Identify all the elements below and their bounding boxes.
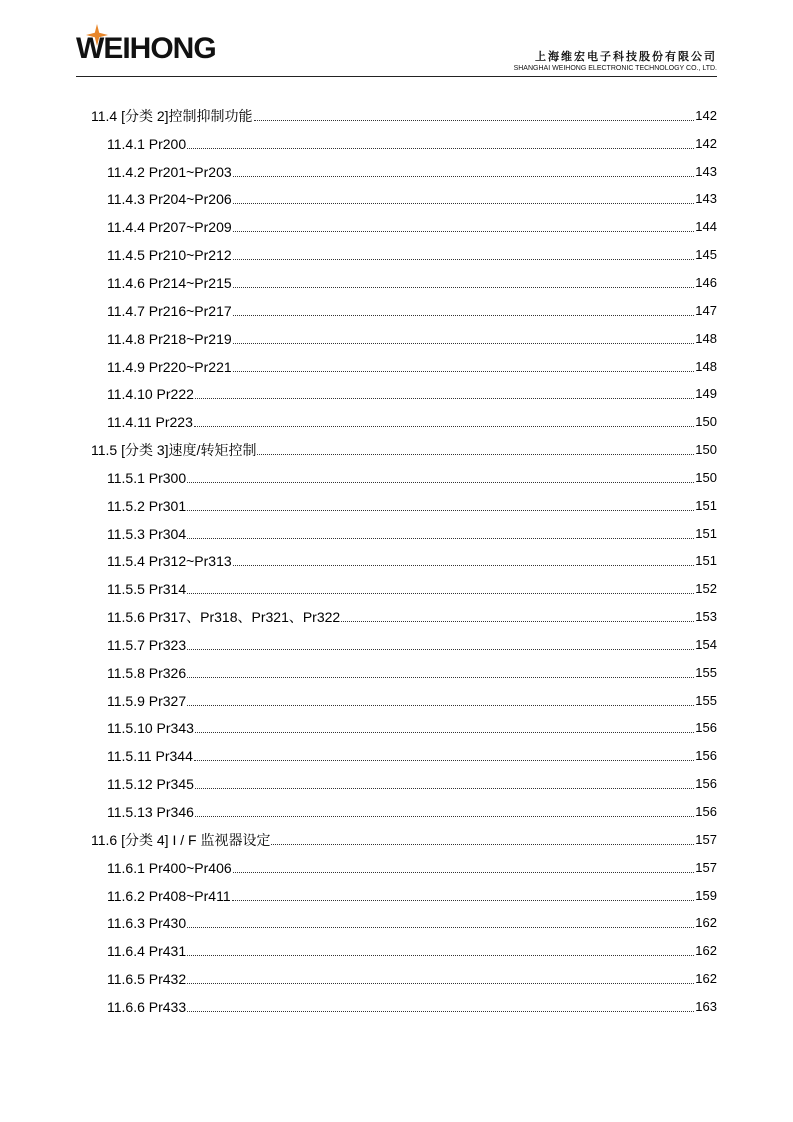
toc-page-number: 162	[695, 943, 717, 959]
toc-page-number: 156	[695, 776, 717, 792]
toc-dot-leader	[341, 609, 694, 625]
toc-subsection-entry[interactable]	[91, 353, 717, 381]
toc-subsection-entry[interactable]	[91, 213, 717, 241]
toc-entry-title: 11.6.4 Pr431	[107, 943, 187, 960]
toc-entry-title: 11.5.8 Pr326	[107, 664, 187, 681]
toc-entry-title: 11.4.10 Pr222	[107, 386, 194, 403]
toc-page-number: 152	[695, 581, 717, 597]
toc-page-number: 143	[695, 163, 717, 179]
toc-section-entry[interactable]	[91, 826, 717, 854]
toc-entry-title: 11.6.1 Pr400~Pr406	[107, 859, 232, 876]
toc-dot-leader	[187, 526, 694, 542]
toc-page-number: 156	[695, 804, 717, 820]
toc-entry-title: 11.4.9 Pr220~Pr221	[107, 358, 232, 375]
toc-subsection-entry[interactable]	[91, 742, 717, 770]
toc-page-number: 150	[695, 469, 717, 485]
toc-dot-leader	[187, 498, 694, 514]
toc-subsection-entry[interactable]	[91, 631, 717, 659]
toc-subsection-entry[interactable]	[91, 380, 717, 408]
toc-page-number: 151	[695, 525, 717, 541]
toc-page-number: 153	[695, 609, 717, 625]
toc-entry-title: 11.5 [分类 3]速度/转矩控制	[91, 442, 257, 459]
toc-subsection-entry[interactable]	[91, 186, 717, 214]
toc-entry-title: 11.5.1 Pr300	[107, 469, 187, 486]
toc-dot-leader	[187, 581, 694, 597]
toc-page-number: 150	[695, 414, 717, 430]
toc-page-number: 146	[695, 274, 717, 290]
toc-subsection-entry[interactable]	[91, 715, 717, 743]
toc-entry-title: 11.5.9 Pr327	[107, 692, 187, 709]
toc-dot-leader	[233, 331, 695, 347]
toc-subsection-entry[interactable]	[91, 269, 717, 297]
toc-entry-title: 11.5.13 Pr346	[107, 804, 194, 821]
toc-page-number: 163	[695, 998, 717, 1014]
toc-entry-title: 11.4 [分类 2]控制抑制功能	[91, 107, 253, 124]
toc-entry-title: 11.6.5 Pr432	[107, 971, 187, 988]
table-of-contents	[91, 102, 717, 1021]
toc-page-number: 144	[695, 219, 717, 235]
toc-page-number: 151	[695, 497, 717, 513]
toc-subsection-entry[interactable]	[91, 297, 717, 325]
toc-subsection-entry[interactable]	[91, 909, 717, 937]
toc-subsection-entry[interactable]	[91, 854, 717, 882]
toc-entry-title: 11.5.2 Pr301	[107, 497, 187, 514]
toc-dot-leader	[187, 915, 694, 931]
toc-page-number: 150	[695, 442, 717, 458]
toc-entry-title: 11.5.5 Pr314	[107, 581, 187, 598]
toc-subsection-entry[interactable]	[91, 492, 717, 520]
toc-page-number: 156	[695, 720, 717, 736]
toc-page-number: 155	[695, 664, 717, 680]
toc-dot-leader	[233, 219, 695, 235]
toc-dot-leader	[232, 888, 695, 904]
toc-page-number: 157	[695, 859, 717, 875]
toc-subsection-entry[interactable]	[91, 520, 717, 548]
company-name-en: SHANGHAI WEIHONG ELECTRONIC TECHNOLOGY CO., LTD.	[513, 65, 717, 72]
toc-entry-title: 11.5.4 Pr312~Pr313	[107, 553, 232, 570]
toc-page-number: 154	[695, 636, 717, 652]
toc-entry-title: 11.6.3 Pr430	[107, 915, 187, 932]
toc-entry-title: 11.4.1 Pr200	[107, 135, 187, 152]
toc-subsection-entry[interactable]	[91, 687, 717, 715]
toc-subsection-entry[interactable]	[91, 130, 717, 158]
toc-entry-title: 11.6 [分类 4] I / F 监视器设定	[91, 831, 271, 848]
toc-dot-leader	[233, 553, 695, 569]
toc-dot-leader	[257, 442, 694, 458]
toc-dot-leader	[195, 386, 694, 402]
toc-subsection-entry[interactable]	[91, 965, 717, 993]
toc-subsection-entry[interactable]	[91, 158, 717, 186]
toc-entry-title: 11.5.11 Pr344	[107, 748, 193, 765]
toc-subsection-entry[interactable]	[91, 770, 717, 798]
toc-entry-title: 11.4.11 Pr223	[107, 414, 193, 431]
toc-entry-title: 11.5.10 Pr343	[107, 720, 194, 737]
toc-dot-leader	[254, 108, 695, 124]
toc-page-number: 162	[695, 915, 717, 931]
toc-page-number: 145	[695, 247, 717, 263]
toc-dot-leader	[187, 999, 694, 1015]
logo-text: WEIHONG	[76, 32, 216, 65]
toc-entry-title: 11.4.7 Pr216~Pr217	[107, 302, 232, 319]
toc-entry-title: 11.6.6 Pr433	[107, 998, 187, 1015]
toc-subsection-entry[interactable]	[91, 464, 717, 492]
toc-dot-leader	[195, 776, 694, 792]
toc-page-number: 162	[695, 971, 717, 987]
toc-page-number: 142	[695, 135, 717, 151]
toc-dot-leader	[233, 860, 695, 876]
toc-subsection-entry[interactable]	[91, 241, 717, 269]
toc-subsection-entry[interactable]	[91, 659, 717, 687]
toc-subsection-entry[interactable]	[91, 325, 717, 353]
toc-page-number: 159	[695, 887, 717, 903]
toc-dot-leader	[187, 470, 694, 486]
toc-dot-leader	[194, 414, 694, 430]
toc-dot-leader	[187, 136, 694, 152]
toc-entry-title: 11.5.7 Pr323	[107, 636, 187, 653]
toc-dot-leader	[233, 359, 695, 375]
toc-entry-title: 11.5.3 Pr304	[107, 525, 187, 542]
toc-entry-title: 11.5.12 Pr345	[107, 776, 194, 793]
toc-dot-leader	[233, 275, 695, 291]
toc-entry-title: 11.4.6 Pr214~Pr215	[107, 274, 232, 291]
toc-subsection-entry[interactable]	[91, 408, 717, 436]
toc-section-entry[interactable]	[91, 436, 717, 464]
toc-dot-leader	[187, 637, 694, 653]
toc-section-entry[interactable]	[91, 102, 717, 130]
toc-page-number: 148	[695, 330, 717, 346]
toc-subsection-entry[interactable]	[91, 798, 717, 826]
toc-entry-title: 11.5.6 Pr317、Pr318、Pr321、Pr322	[107, 609, 341, 626]
toc-dot-leader	[187, 971, 694, 987]
toc-dot-leader	[195, 720, 694, 736]
toc-entry-title: 11.6.2 Pr408~Pr411	[107, 887, 231, 904]
toc-dot-leader	[233, 247, 695, 263]
toc-dot-leader	[271, 832, 694, 848]
toc-dot-leader	[233, 191, 695, 207]
toc-page-number: 143	[695, 191, 717, 207]
toc-entry-title: 11.4.4 Pr207~Pr209	[107, 219, 232, 236]
toc-entry-title: 11.4.8 Pr218~Pr219	[107, 330, 232, 347]
header-divider	[76, 76, 717, 77]
toc-dot-leader	[233, 303, 695, 319]
toc-page-number: 157	[695, 831, 717, 847]
toc-entry-title: 11.4.5 Pr210~Pr212	[107, 247, 232, 264]
page-header	[0, 0, 793, 80]
toc-subsection-entry[interactable]	[91, 993, 717, 1021]
weihong-logo	[76, 26, 246, 70]
toc-dot-leader	[187, 943, 694, 959]
toc-subsection-entry[interactable]	[91, 882, 717, 910]
toc-page-number: 148	[695, 358, 717, 374]
toc-subsection-entry[interactable]	[91, 548, 717, 576]
toc-page-number: 149	[695, 386, 717, 402]
company-name-cn: 上海维宏电子科技股份有限公司	[535, 50, 717, 63]
toc-page-number: 147	[695, 302, 717, 318]
toc-entry-title: 11.4.2 Pr201~Pr203	[107, 163, 232, 180]
toc-dot-leader	[195, 804, 694, 820]
toc-dot-leader	[233, 164, 695, 180]
toc-subsection-entry[interactable]	[91, 937, 717, 965]
toc-dot-leader	[194, 748, 694, 764]
toc-subsection-entry[interactable]	[91, 575, 717, 603]
toc-dot-leader	[187, 665, 694, 681]
toc-page-number: 156	[695, 748, 717, 764]
toc-page-number: 142	[695, 107, 717, 123]
toc-subsection-entry[interactable]	[91, 603, 717, 631]
toc-entry-title: 11.4.3 Pr204~Pr206	[107, 191, 232, 208]
toc-page-number: 151	[695, 553, 717, 569]
toc-page-number: 155	[695, 692, 717, 708]
toc-dot-leader	[187, 693, 694, 709]
